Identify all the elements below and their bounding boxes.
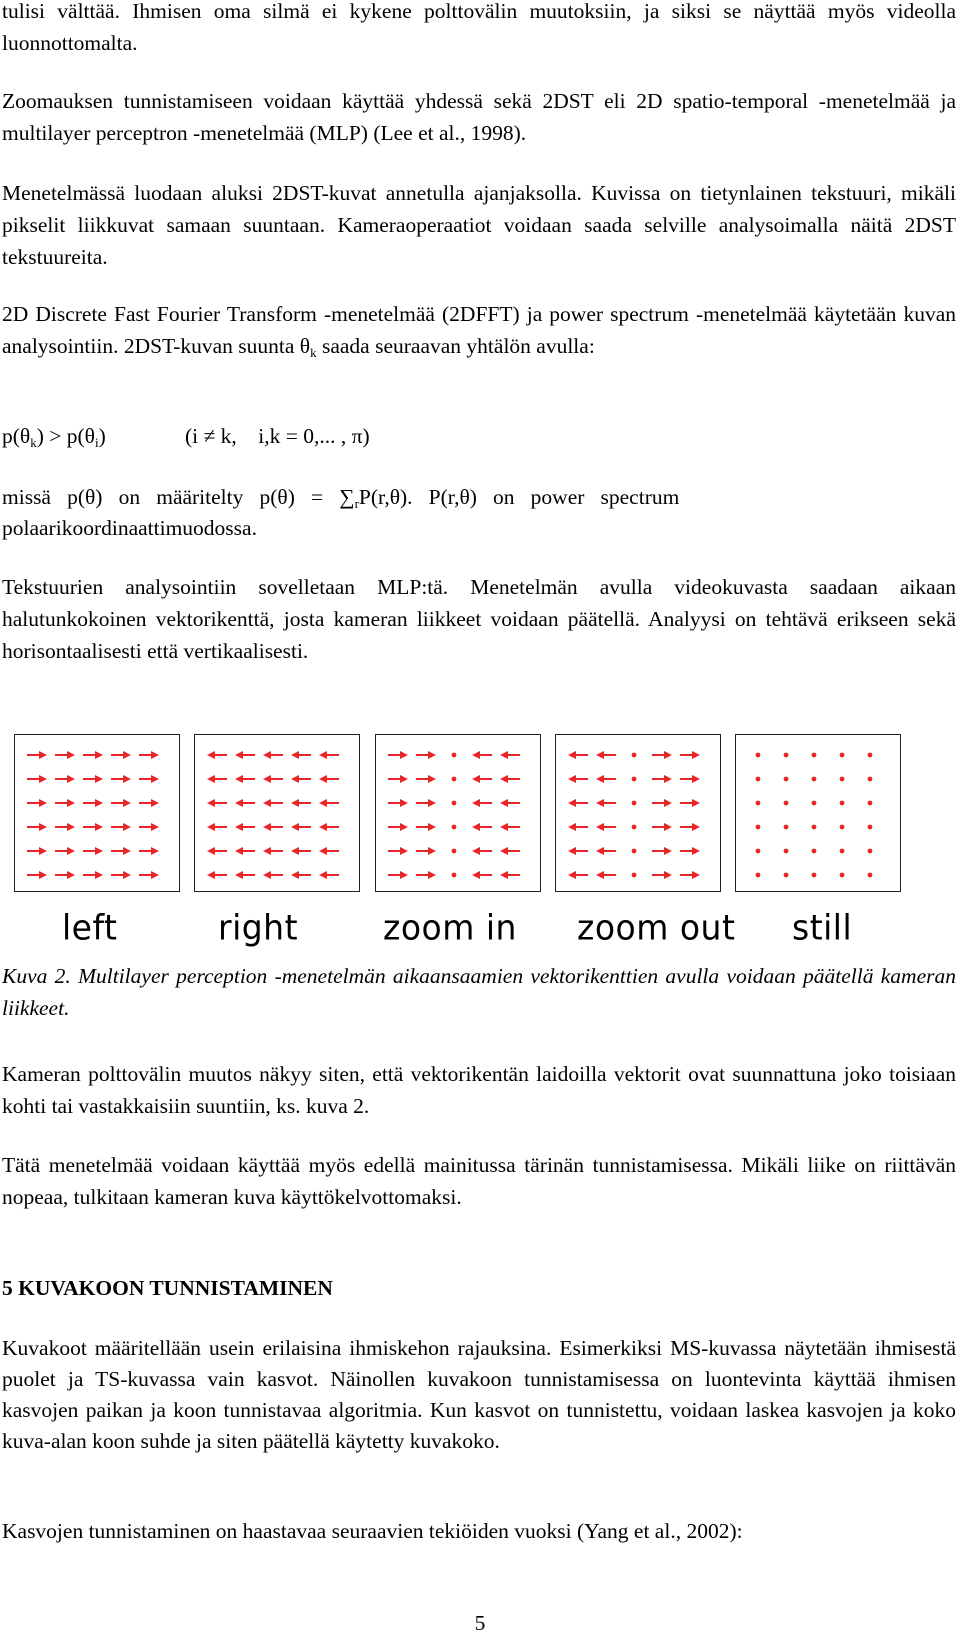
vector-dot	[812, 849, 817, 854]
vector-arrow	[27, 823, 47, 831]
vector-arrow	[55, 775, 75, 783]
vector-arrow	[207, 775, 227, 783]
vector-arrow	[472, 823, 492, 831]
vector-dot	[812, 801, 817, 806]
vector-arrow	[291, 799, 311, 807]
paragraph-2dfft-text-b: saada seuraavan yhtälön avulla:	[316, 334, 595, 358]
paragraph-mlp: Tekstuurien analysointiin sovelletaan MLP:tä. Menetelmän avulla videokuvasta saadaan aikaan halutunkokoinen vektorikenttä, josta kameran liikkeet voidaan päätellä. Analyysi on tehtävä erikseen sekä horisontaalisesti että vertikaalisesti.	[2, 575, 956, 663]
vector-dot	[452, 753, 457, 758]
vector-dot	[840, 849, 845, 854]
vector-arrow	[568, 847, 588, 855]
vector-dot	[784, 849, 789, 854]
vector-arrow	[472, 775, 492, 783]
vector-arrow	[416, 799, 436, 807]
vector-arrow	[416, 775, 436, 783]
vector-arrow	[207, 823, 227, 831]
vector-arrow	[27, 775, 47, 783]
vector-arrow	[291, 871, 311, 879]
page-number: 5	[474, 1611, 486, 1635]
figure-label-zoom-in: zoom in	[383, 907, 517, 948]
vector-arrow	[319, 799, 339, 807]
vector-dot	[756, 873, 761, 878]
vector-arrow	[388, 871, 408, 879]
vector-arrow	[416, 847, 436, 855]
vector-dot	[452, 873, 457, 878]
vector-dot	[756, 801, 761, 806]
vector-field-zoom-in	[376, 735, 542, 893]
vector-arrow	[55, 871, 75, 879]
vector-arrow	[568, 799, 588, 807]
vector-arrow	[568, 775, 588, 783]
vector-arrow	[596, 799, 616, 807]
figure-label-still: still	[792, 907, 853, 948]
vector-dot	[452, 801, 457, 806]
paragraph-intro: tulisi välttää. Ihmisen oma silmä ei kykene polttovälin muutoksiin, ja siksi se näyttää myös videolla luonnottomalta.	[2, 0, 956, 55]
figure-label-zoom-out: zoom out	[577, 907, 736, 948]
vector-arrow	[680, 871, 700, 879]
vector-dot	[840, 825, 845, 830]
vector-arrow	[652, 799, 672, 807]
vector-dot	[812, 873, 817, 878]
vector-arrow	[680, 799, 700, 807]
vector-dot	[784, 753, 789, 758]
vector-arrow	[235, 871, 255, 879]
vector-arrow	[596, 823, 616, 831]
vector-arrow	[139, 823, 159, 831]
vector-arrow	[27, 871, 47, 879]
vector-field-zoom-out	[556, 735, 722, 893]
vector-arrow	[111, 847, 131, 855]
vector-arrow	[111, 775, 131, 783]
equation-condition: (i ≠ k, i,k = 0,... , π)	[185, 424, 370, 448]
paragraph-2dfft-text-a: 2D Discrete Fast Fourier Transform -menetelmää (2DFFT) ja power spectrum -menetelmää käytetään kuvan analysointiin. 2DST-kuvan suunta θ	[2, 302, 956, 358]
vector-dot	[632, 849, 637, 854]
vector-arrow	[207, 847, 227, 855]
vector-arrow	[111, 823, 131, 831]
vector-arrow	[568, 871, 588, 879]
vector-arrow	[500, 847, 520, 855]
vector-dot	[452, 825, 457, 830]
paragraph-zoom-detection: Zoomauksen tunnistamiseen voidaan käyttää yhdessä sekä 2DST eli 2D spatio-temporal -menetelmää ja multilayer perceptron -menetelmää (MLP) (Lee et al., 1998).	[2, 89, 956, 145]
vector-arrow	[652, 751, 672, 759]
vector-arrow	[388, 775, 408, 783]
equation-line	[2, 420, 502, 452]
vector-arrow	[319, 751, 339, 759]
vector-arrow	[235, 823, 255, 831]
equation-lhs: $p(\theta_k) > p(\theta_i)$	[2, 424, 106, 450]
vector-arrow	[319, 871, 339, 879]
vector-dot	[784, 873, 789, 878]
vector-arrow	[139, 871, 159, 879]
vector-dot	[632, 825, 637, 830]
vector-arrow	[27, 799, 47, 807]
definition-text-b: P(r,θ). P(r,θ) on power spectrum	[358, 485, 680, 509]
vector-dot	[784, 777, 789, 782]
vector-dot	[632, 873, 637, 878]
paragraph-2dst: Menetelmässä luodaan aluksi 2DST-kuvat annetulla ajanjaksolla. Kuvissa on tietynlainen tekstuuri, mikäli pikselit liikkuvat samaan suuntaan. Kameraoperaatiot voidaan saada selville analysoimalla näitä 2DST tekstuureita.	[2, 181, 956, 269]
vector-field-left	[15, 735, 181, 893]
vector-arrow	[680, 751, 700, 759]
definition-text-a: missä p(θ) on määritelty p(θ) = ∑	[2, 485, 355, 509]
paragraph-2dfft	[2, 298, 956, 362]
vector-arrow	[652, 823, 672, 831]
vector-arrow	[235, 751, 255, 759]
vector-dot	[868, 801, 873, 806]
vector-dot	[868, 777, 873, 782]
vector-dot	[868, 825, 873, 830]
vector-arrow	[207, 871, 227, 879]
vector-arrow	[235, 847, 255, 855]
vector-dot	[840, 777, 845, 782]
vector-arrow	[263, 751, 283, 759]
vector-arrow	[235, 775, 255, 783]
vector-dot	[632, 801, 637, 806]
paragraph-shot-size: Kuvakoot määritellään usein erilaisina ihmiskehon rajauksina. Esimerkiksi MS-kuvassa näytetään ihmisestä puolet ja TS-kuvassa vain kasvot. Näinollen kuvakoon tunnistamisessa on luontevinta käyttää ihmisen kasvojen paikan ja koon tunnistavaa algoritmia. Kun kasvot on tunnistettu, voidaan laskea kasvojen ja koko kuva-alan koon suhde ja siten päätellä käytetty kuvakoko.	[2, 1336, 956, 1453]
panel-zoom-in	[375, 734, 541, 892]
vector-dot	[812, 753, 817, 758]
vector-arrow	[83, 847, 103, 855]
panel-zoom-out	[555, 734, 721, 892]
vector-arrow	[319, 847, 339, 855]
vector-arrow	[416, 871, 436, 879]
vector-arrow	[388, 823, 408, 831]
vector-arrow	[416, 751, 436, 759]
vector-arrow	[27, 751, 47, 759]
vector-arrow	[472, 751, 492, 759]
vector-arrow	[263, 847, 283, 855]
panel-right	[194, 734, 360, 892]
vector-arrow	[472, 799, 492, 807]
vector-arrow	[388, 847, 408, 855]
sum-subscript-r: r	[354, 496, 359, 511]
vector-arrow	[596, 751, 616, 759]
vector-arrow	[207, 751, 227, 759]
vector-dot	[840, 873, 845, 878]
vector-dot	[840, 801, 845, 806]
vector-arrow	[111, 799, 131, 807]
vector-arrow	[139, 847, 159, 855]
vector-arrow	[55, 751, 75, 759]
vector-arrow	[680, 847, 700, 855]
vector-dot	[812, 825, 817, 830]
vector-dot	[812, 777, 817, 782]
vector-arrow	[319, 823, 339, 831]
vector-arrow	[27, 847, 47, 855]
vector-arrow	[55, 799, 75, 807]
vector-arrow	[652, 775, 672, 783]
vector-arrow	[500, 871, 520, 879]
vector-arrow	[263, 775, 283, 783]
vector-arrow	[263, 871, 283, 879]
vector-dot	[632, 753, 637, 758]
vector-dot	[868, 849, 873, 854]
vector-dot	[756, 777, 761, 782]
vector-arrow	[55, 847, 75, 855]
vector-arrow	[388, 799, 408, 807]
vector-arrow	[652, 847, 672, 855]
vector-field-still	[736, 735, 902, 893]
vector-arrow	[500, 751, 520, 759]
vector-arrow	[416, 823, 436, 831]
vector-arrow	[83, 871, 103, 879]
paragraph-face-detection: Kasvojen tunnistaminen on haastavaa seuraavien tekiöiden vuoksi (Yang et al., 2002):	[2, 1519, 743, 1543]
panel-left	[14, 734, 180, 892]
vector-arrow	[388, 751, 408, 759]
vector-dot	[452, 849, 457, 854]
vector-dot	[784, 825, 789, 830]
vector-arrow	[596, 871, 616, 879]
vector-arrow	[83, 751, 103, 759]
vector-arrow	[680, 775, 700, 783]
vector-dot	[756, 825, 761, 830]
vector-arrow	[111, 871, 131, 879]
vector-arrow	[652, 871, 672, 879]
vector-arrow	[680, 823, 700, 831]
vector-arrow	[263, 799, 283, 807]
vector-dot	[784, 801, 789, 806]
vector-arrow	[500, 823, 520, 831]
vector-arrow	[568, 751, 588, 759]
vector-arrow	[207, 799, 227, 807]
vector-dot	[868, 873, 873, 878]
section-heading: 5 KUVAKOON TUNNISTAMINEN	[2, 1276, 333, 1300]
vector-arrow	[568, 823, 588, 831]
vector-arrow	[263, 823, 283, 831]
vector-arrow	[500, 775, 520, 783]
vector-arrow	[139, 775, 159, 783]
vector-arrow	[500, 799, 520, 807]
vector-arrow	[291, 823, 311, 831]
panel-still	[735, 734, 901, 892]
figure-caption: Kuva 2. Multilayer perception -menetelmän aikaansaamien vektorikenttien avulla voidaan päätellä kameran liikkeet.	[2, 964, 956, 1020]
paragraph-focal-change: Kameran polttovälin muutos näkyy siten, että vektorikentän laidoilla vektorit ovat suunnattuna joko toisiaan kohti tai vastakkaisiin suuntiin, ks. kuva 2.	[2, 1062, 956, 1118]
vector-dot	[868, 753, 873, 758]
vector-arrow	[472, 871, 492, 879]
vector-arrow	[319, 775, 339, 783]
vector-dot	[452, 777, 457, 782]
vector-dot	[756, 849, 761, 854]
vector-arrow	[291, 847, 311, 855]
vector-dot	[632, 777, 637, 782]
vector-arrow	[472, 847, 492, 855]
vector-arrow	[139, 799, 159, 807]
vector-arrow	[55, 823, 75, 831]
vector-arrow	[139, 751, 159, 759]
vector-arrow	[291, 751, 311, 759]
vector-field-figure	[0, 734, 960, 910]
paragraph-shake: Tätä menetelmää voidaan käyttää myös edellä mainitussa tärinän tunnistamisessa. Mikäli liike on riittävän nopeaa, tulkitaan kameran kuva käyttökelvottomaksi.	[2, 1153, 956, 1209]
vector-arrow	[83, 775, 103, 783]
definition-line-2: polaarikoordinaattimuodossa.	[2, 516, 257, 540]
figure-label-right: right	[218, 907, 299, 948]
vector-arrow	[596, 775, 616, 783]
vector-arrow	[291, 775, 311, 783]
vector-field-right	[195, 735, 361, 893]
vector-arrow	[235, 799, 255, 807]
vector-arrow	[596, 847, 616, 855]
vector-dot	[756, 753, 761, 758]
theta-subscript-k: k	[310, 345, 317, 360]
vector-arrow	[111, 751, 131, 759]
vector-arrow	[83, 799, 103, 807]
figure-label-left: left	[62, 907, 118, 948]
vector-dot	[840, 753, 845, 758]
vector-arrow	[83, 823, 103, 831]
